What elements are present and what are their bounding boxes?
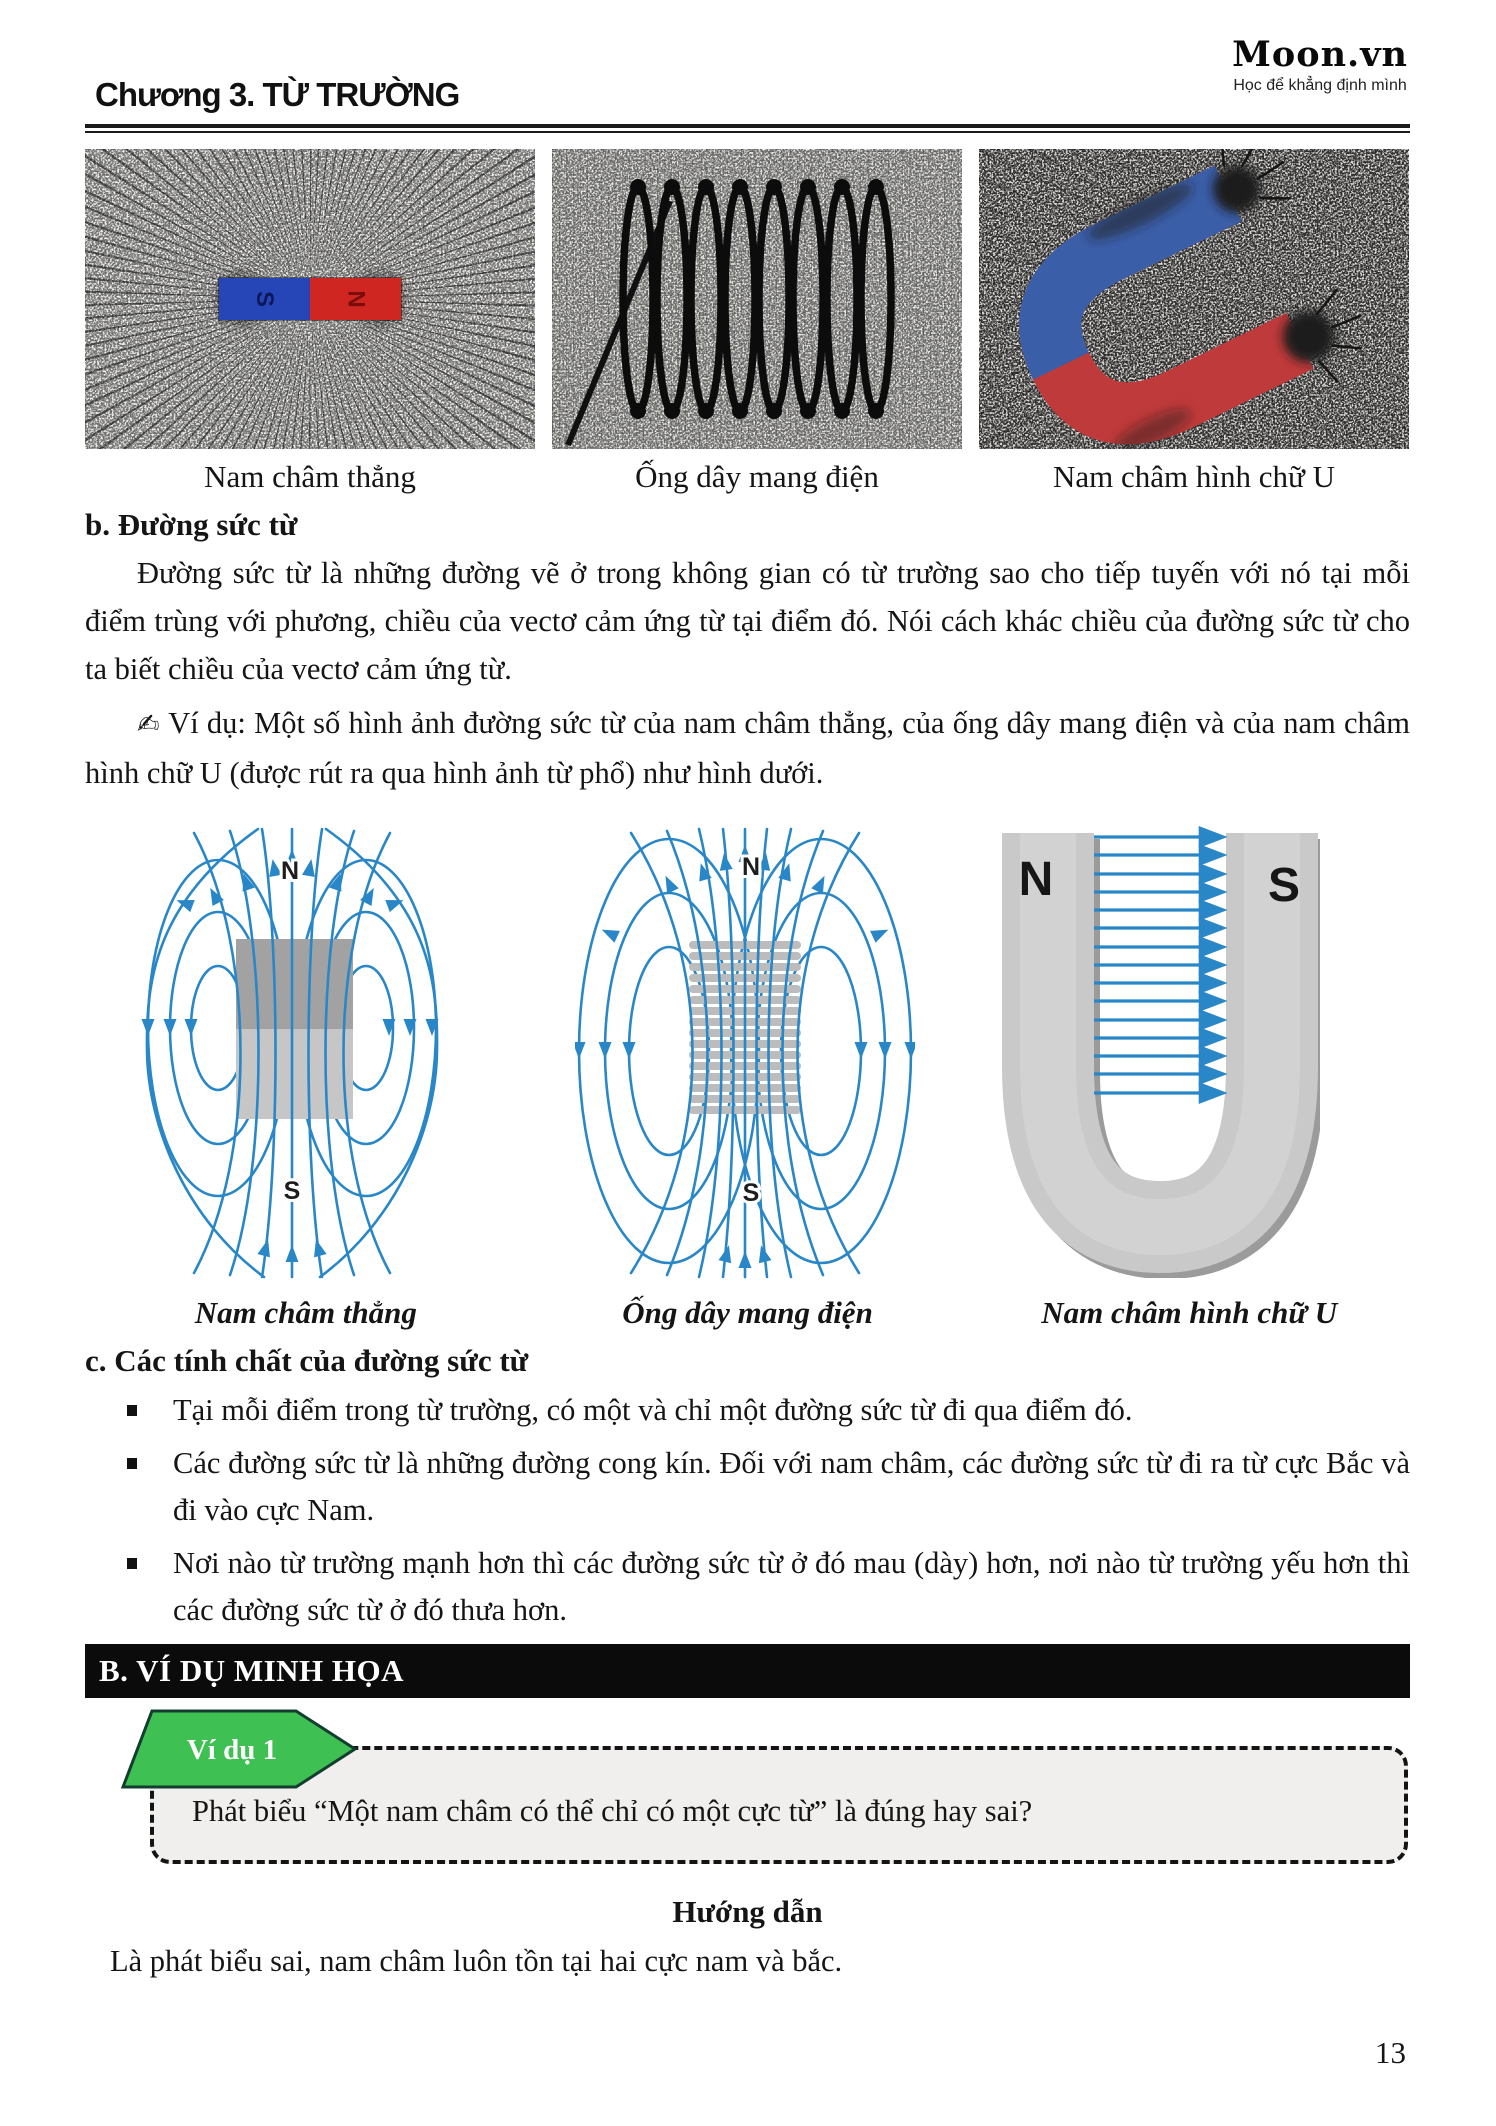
section-c-heading: c. Các tính chất của đường sức từ: [85, 1343, 529, 1378]
section-banner: B. VÍ DỤ MINH HỌA: [85, 1644, 1410, 1698]
header-divider: [85, 124, 1410, 133]
writing-hand-icon: ✍: [137, 709, 161, 740]
list-item-text: Các đường sức từ là những đường cong kín. Đối với nam châm, các đường sức từ đi ra từ cực Bắc và đi vào cực Nam.: [173, 1446, 1410, 1527]
diagram-u-magnet-field-lines: [990, 823, 1320, 1278]
list-item-text: Nơi nào từ trường mạnh hơn thì các đường sức từ ở đó mau (dày) hơn, nơi nào từ trường yếu hơn thì các đường sức từ ở đó thưa hơn.: [173, 1546, 1410, 1627]
example-note-paragraph: [85, 699, 1410, 797]
south-pole-label: S: [1267, 859, 1301, 912]
diagram-caption: Nam châm thẳng: [194, 1295, 417, 1330]
diagram-bar-magnet-field-lines: [140, 823, 440, 1285]
bar-magnet: [219, 278, 401, 320]
field-arrows: [1094, 826, 1228, 1104]
magnet-north-half: [310, 278, 401, 320]
photo-caption: Nam châm thẳng: [204, 459, 416, 494]
page-header: [85, 34, 1410, 116]
photo-caption: Nam châm hình chữ U: [1053, 459, 1335, 494]
photo-u-magnet-filings: [979, 149, 1409, 449]
list-item: [85, 1387, 1410, 1434]
brand-name: Moon.vn: [1232, 34, 1408, 75]
section-b-paragraph: Đường sức từ là những đường vẽ ở trong không gian có từ trường sao cho tiếp tuyến với nó tại mỗi điểm trùng với phương, chiều của vectơ cảm ứng từ tại điểm đó. Nói cách khác chiều của đường sức từ cho ta biết chiều của vectơ cảm ứng từ.: [85, 556, 1410, 686]
section-b-heading: b. Đường sức từ: [85, 507, 298, 542]
photo-caption: Ống dây mang điện: [635, 459, 879, 494]
photo-captions: [85, 459, 1410, 495]
diagram-caption: Nam châm hình chữ U: [1041, 1295, 1338, 1330]
list-item-text: Tại mỗi điểm trong từ trường, có một và chỉ một đường sức từ đi qua điểm đó.: [173, 1393, 1133, 1427]
south-label: S: [251, 290, 279, 308]
example-note-text: Ví dụ: Một số hình ảnh đường sức từ của nam châm thẳng, của ống dây mang điện và của nam châm hình chữ U (được rút ra qua hình ảnh từ phổ) như hình dưới.: [85, 706, 1410, 790]
field-photos-row: [85, 149, 1410, 449]
diagram-captions: [85, 1295, 1410, 1331]
answer-text: Là phát biểu sai, nam châm luôn tồn tại hai cực nam và bắc.: [110, 1944, 843, 1978]
bullet-marker: [127, 1558, 137, 1569]
moonvn-logo: [1232, 34, 1408, 95]
list-item: [85, 1440, 1410, 1534]
guide-heading: Hướng dẫn: [672, 1894, 823, 1929]
north-pole-label: N: [741, 853, 761, 881]
page-number: 13: [1375, 2035, 1406, 2070]
field-line-diagrams-row: [85, 823, 1410, 1285]
u-magnet-photo-art: [979, 149, 1409, 449]
north-pole-label: N: [1018, 853, 1054, 906]
question-text: Phát biểu “Một nam châm có thể chỉ có một cực từ” là đúng hay sai?: [192, 1794, 1033, 1828]
photo-solenoid-filings: [552, 149, 962, 449]
bullet-marker: [127, 1405, 137, 1416]
solenoid-coil: [552, 149, 962, 449]
south-pole-label: S: [742, 1179, 760, 1207]
diagram-caption: Ống dây mang điện: [622, 1295, 873, 1330]
photo-bar-magnet-filings: [85, 149, 535, 449]
south-pole-label: S: [283, 1177, 301, 1205]
list-item: [85, 1540, 1410, 1634]
bullet-marker: [127, 1458, 137, 1469]
properties-list: [85, 1387, 1410, 1634]
diagram-solenoid-field-lines: [575, 823, 915, 1285]
example-1-block: [85, 1698, 1410, 1878]
badge-label: Ví dụ 1: [186, 1734, 278, 1766]
magnet-south-half: [219, 278, 310, 320]
example-badge: [120, 1708, 360, 1790]
brand-tagline: Học để khẳng định mình: [1233, 77, 1407, 94]
north-pole-label: N: [280, 857, 300, 885]
bar-magnet-shape: [236, 939, 353, 1119]
north-label: N: [342, 290, 370, 308]
chapter-title: Chương 3. TỪ TRƯỜNG: [95, 76, 460, 113]
